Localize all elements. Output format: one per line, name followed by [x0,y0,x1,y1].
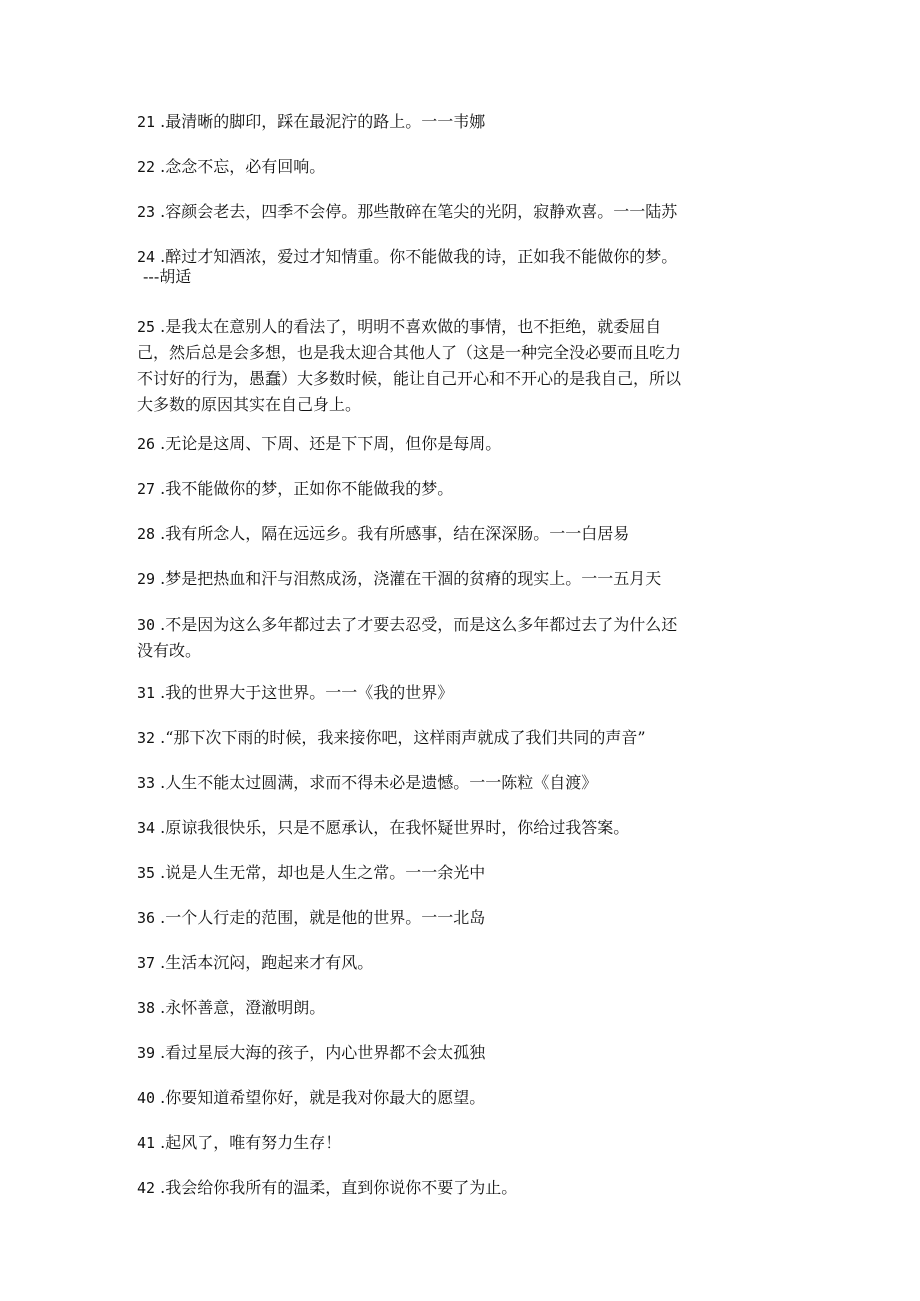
quote-item-34 [137,815,787,841]
quote-item-37 [137,950,787,976]
quote-item-21 [137,109,787,135]
quote-text: 最清晰的脚印，踩在最泥泞的路上。一一韦娜 [165,112,486,131]
quote-item-29 [137,566,787,592]
quote-line: 32 .“那下次下雨的时候，我来接你吧，这样雨声就成了我们共同的声音” [137,728,646,747]
quote-item-40 [137,1085,787,1111]
quote-text: 生活本沉闷，跑起来才有风。 [165,953,374,972]
quote-line: 40 .你要知道希望你好，就是我对你最大的愿望。 [137,1088,486,1107]
quote-line: 39 .看过星辰大海的孩子，内心世界都不会太孤独 [137,1043,486,1062]
quote-item-26 [137,431,787,457]
quote-line: 27 .我不能做你的梦，正如你不能做我的梦。 [137,479,454,498]
quote-text: “那下次下雨的时候，我来接你吧，这样雨声就成了我们共同的声音” [165,728,646,747]
quote-line: 37 .生活本沉闷，跑起来才有风。 [137,953,374,972]
quote-number: 41 [137,1134,156,1152]
quote-item-28 [137,521,787,547]
quote-item-38 [137,995,787,1021]
quote-number: 40 [137,1089,156,1107]
quote-item-24 [137,244,787,290]
quote-number: 35 [137,864,156,882]
quote-item-32 [137,725,787,751]
quote-text: 说是人生无常，却也是人生之常。一一余光中 [165,863,486,882]
quote-number: 34 [137,819,156,837]
quote-text: 醉过才知酒浓，爱过才知情重。你不能做我的诗，正如我不能做你的梦。 [165,247,678,266]
quote-text: 梦是把热血和汗与泪熬成汤，浇灌在干涸的贫瘠的现实上。一一五月天 [165,569,662,588]
quote-text: 我有所念人，隔在远远乡。我有所感事，结在深深肠。一一白居易 [165,524,630,543]
quote-text: 一个人行走的范围，就是他的世界。一一北岛 [165,908,486,927]
quote-line: 24 .醉过才知酒浓，爱过才知情重。你不能做我的诗，正如我不能做你的梦。 [137,247,678,266]
quote-number: 22 [137,158,156,176]
quote-text: 容颜会老去，四季不会停。那些散碎在笔尖的光阴，寂静欢喜。一一陆苏 [165,202,678,221]
quote-text: 念念不忘，必有回响。 [165,157,326,176]
quote-item-25 [137,314,787,418]
quote-item-31 [137,680,787,706]
quote-line: 23 .容颜会老去，四季不会停。那些散碎在笔尖的光阴，寂静欢喜。一一陆苏 [137,202,678,221]
quote-text-continued: 大多数的原因其实在自己身上。 [137,395,362,414]
quote-number: 37 [137,954,156,972]
quote-number: 42 [137,1179,156,1197]
quote-number: 39 [137,1044,156,1062]
quote-line: 29 .梦是把热血和汗与泪熬成汤，浇灌在干涸的贫瘠的现实上。一一五月天 [137,569,662,588]
quote-item-42 [137,1175,787,1201]
quote-line: 41 .起风了，唯有努力生存！ [137,1133,342,1152]
quote-number: 38 [137,999,156,1017]
quote-line: 35 .说是人生无常，却也是人生之常。一一余光中 [137,863,486,882]
quote-number: 25 [137,318,156,336]
quote-line: 34 .原谅我很快乐，只是不愿承认，在我怀疑世界时，你给过我答案。 [137,818,630,837]
quote-line: 21 .最清晰的脚印，踩在最泥泞的路上。一一韦娜 [137,112,486,131]
quote-line: 25 .是我太在意别人的看法了，明明不喜欢做的事情，也不拒绝，就委屈自 [137,317,662,336]
quote-number: 32 [137,729,156,747]
quote-item-35 [137,860,787,886]
quote-text-continued: 己，然后总是会多想，也是我太迎合其他人了（这是一种完全没必要而且吃力 [137,343,682,362]
quote-text-continued: 不讨好的行为，愚蠢）大多数时候，能让自己开心和不开心的是我自己，所以 [137,369,682,388]
quote-line: 42 .我会给你我所有的温柔，直到你说你不要了为止。 [137,1178,518,1197]
quote-item-36 [137,905,787,931]
quote-text: 我不能做你的梦，正如你不能做我的梦。 [165,479,454,498]
quote-line: 38 .永怀善意，澄澈明朗。 [137,998,326,1017]
quote-number: 30 [137,616,156,634]
quote-item-41 [137,1130,787,1156]
quote-text: 看过星辰大海的孩子，内心世界都不会太孤独 [165,1043,486,1062]
quote-item-30 [137,612,787,664]
quote-text: 人生不能太过圆满，求而不得未必是遗憾。一一陈粒《自渡》 [165,773,598,792]
quote-text: 原谅我很快乐，只是不愿承认，在我怀疑世界时，你给过我答案。 [165,818,630,837]
quote-attribution: ---胡适 [143,267,192,286]
quote-number: 24 [137,248,156,266]
quote-item-23 [137,199,787,225]
quote-text-continued: 没有改。 [137,641,202,660]
quote-item-22 [137,154,787,180]
quote-text: 无论是这周、下周、还是下下周，但你是每周。 [165,434,502,453]
quote-number: 31 [137,684,156,702]
quote-line: 22 .念念不忘，必有回响。 [137,157,326,176]
quote-number: 26 [137,435,156,453]
quote-number: 21 [137,113,156,131]
quote-text: 我的世界大于这世界。一一《我的世界》 [165,683,454,702]
quote-number: 28 [137,525,156,543]
quote-text: 不是因为这么多年都过去了才要去忍受，而是这么多年都过去了为什么还 [165,615,678,634]
quote-line: 28 .我有所念人，隔在远远乡。我有所感事，结在深深肠。一一白居易 [137,524,630,543]
quote-number: 23 [137,203,156,221]
quote-text: 起风了，唯有努力生存！ [165,1133,342,1152]
quote-item-27 [137,476,787,502]
quote-text: 是我太在意别人的看法了，明明不喜欢做的事情，也不拒绝，就委屈自 [165,317,662,336]
quote-number: 29 [137,570,156,588]
quote-item-33 [137,770,787,796]
quote-line: 33 .人生不能太过圆满，求而不得未必是遗憾。一一陈粒《自渡》 [137,773,598,792]
quote-line: 31 .我的世界大于这世界。一一《我的世界》 [137,683,454,702]
quote-item-39 [137,1040,787,1066]
quote-number: 36 [137,909,156,927]
quote-text: 我会给你我所有的温柔，直到你说你不要了为止。 [165,1178,518,1197]
quote-line: 36 .一个人行走的范围，就是他的世界。一一北岛 [137,908,486,927]
quote-text: 永怀善意，澄澈明朗。 [165,998,326,1017]
quote-line: 26 .无论是这周、下周、还是下下周，但你是每周。 [137,434,502,453]
quote-text: 你要知道希望你好，就是我对你最大的愿望。 [165,1088,486,1107]
quote-number: 27 [137,480,156,498]
quote-line: 30 .不是因为这么多年都过去了才要去忍受，而是这么多年都过去了为什么还 [137,615,678,634]
quote-number: 33 [137,774,156,792]
